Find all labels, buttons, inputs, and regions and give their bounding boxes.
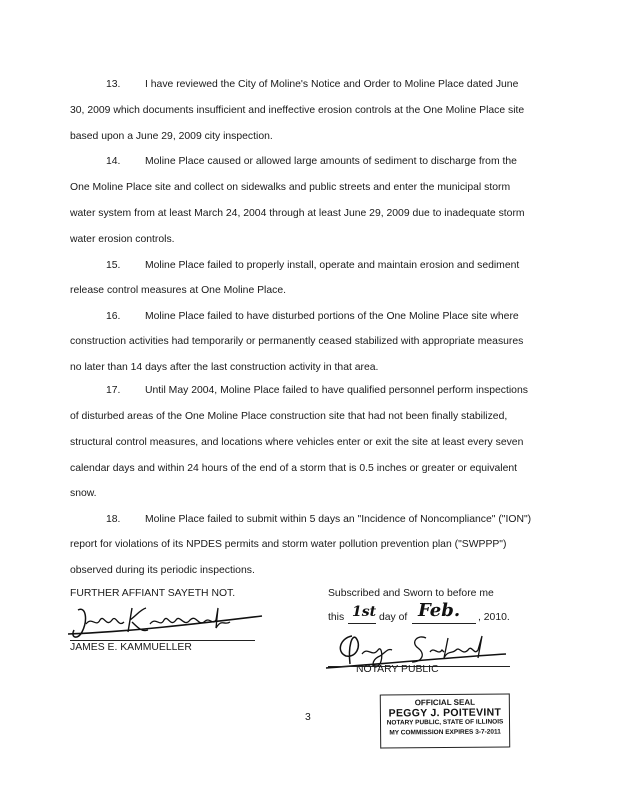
paragraph-line: I have reviewed the City of Moline's Notice and Order to Moline Place dated June: [145, 79, 519, 90]
seal-notary-name: PEGGY J. POITEVINT: [388, 706, 502, 720]
notary-public-label: NOTARY PUBLIC: [356, 664, 439, 675]
affiant-signature-line: [70, 640, 255, 641]
year-label: , 2010.: [478, 612, 510, 623]
affiant-name: JAMES E. KAMMUELLER: [70, 642, 192, 653]
paragraph-number: 15.: [106, 260, 121, 271]
seal-expiration: MY COMMISSION EXPIRES 3-7-2011: [389, 728, 501, 737]
paragraph-line: One Moline Place site and collect on sidewalks and public streets and enter the municipal storm: [70, 182, 511, 193]
month-blank: [412, 623, 476, 624]
further-affiant-text: FURTHER AFFIANT SAYETH NOT.: [70, 588, 236, 599]
paragraph-line: calendar days and within 24 hours of the end of a storm that is 0.5 inches or greater or equivalent: [70, 463, 518, 474]
paragraph-line: of disturbed areas of the One Moline Place construction site that had not been finally stabilized,: [70, 411, 508, 422]
paragraph-line: snow.: [70, 488, 97, 499]
paragraph-line: report for violations of its NPDES permits and storm water pollution prevention plan ("SWPPP"): [70, 539, 507, 550]
paragraph-line: Moline Place caused or allowed large amounts of sediment to discharge from the: [145, 156, 517, 167]
paragraph-number: 13.: [106, 79, 121, 90]
paragraph-line: construction activities had temporarily or permanently ceased stabilized with appropriate measures: [70, 336, 524, 347]
this-label: this: [328, 612, 345, 623]
paragraph-line: based upon a June 29, 2009 city inspection.: [70, 131, 273, 142]
paragraph-line: structural control measures, and locations where vehicles enter or exit the site at least every seven: [70, 437, 524, 448]
day-blank: [348, 623, 376, 624]
paragraph-line: water system from at least March 24, 2004 through at least June 29, 2009 due to inadequate storm: [70, 208, 525, 219]
paragraph-number: 18.: [106, 514, 121, 525]
paragraph-line: release control measures at One Moline Place.: [70, 285, 287, 296]
paragraph-line: Moline Place failed to properly install, operate and maintain erosion and sediment: [145, 260, 520, 271]
paragraph-line: water erosion controls.: [70, 234, 175, 245]
seal-jurisdiction: NOTARY PUBLIC, STATE OF ILLINOIS: [386, 718, 504, 727]
paragraph-line: 30, 2009 which documents insufficient and ineffective erosion controls at the One Moline Place site: [70, 105, 525, 116]
paragraph-line: Moline Place failed to have disturbed portions of the One Moline Place site where: [145, 311, 519, 322]
subscribed-text: Subscribed and Sworn to before me: [328, 588, 494, 599]
paragraph-number: 17.: [106, 385, 121, 396]
paragraph-line: Moline Place failed to submit within 5 days an "Incidence of Noncompliance" ("ION"): [145, 514, 532, 525]
paragraph-line: observed during its periodic inspections.: [70, 565, 255, 576]
paragraph-line: no later than 14 days after the last construction activity in that area.: [70, 362, 379, 373]
paragraph-number: 16.: [106, 311, 121, 322]
official-seal-stamp: [380, 693, 510, 748]
day-value: 1st: [352, 604, 377, 620]
paragraph-line: Until May 2004, Moline Place failed to have qualified personnel perform inspections: [145, 385, 528, 396]
paragraph-number: 14.: [106, 156, 121, 167]
month-value: Feb.: [418, 600, 461, 621]
page-number: 3: [305, 712, 311, 723]
day-of-label: day of: [379, 612, 408, 623]
seal-title: OFFICIAL SEAL: [414, 697, 476, 708]
